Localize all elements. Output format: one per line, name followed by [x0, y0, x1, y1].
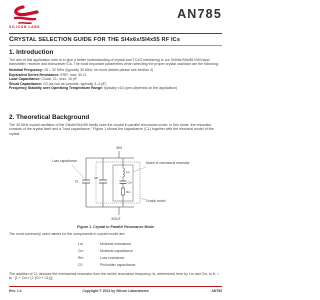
xin-label: XIN [116, 146, 122, 150]
footer-copyright: Copyright © 2013 by Silicon Laboratories [82, 289, 149, 293]
spec-item: Frequency Stability over Operating Temperature Range: typically ±10 ppm (depends on the application) [9, 86, 178, 91]
rm-label: Rm [126, 190, 131, 194]
spec-item: Equivalent Series Resistance: ESR: max. 60 Ω [9, 72, 86, 77]
document-number: AN785 [177, 7, 222, 21]
section1-paragraph: The aim of this application note is to give a better understanding of crystal and TCXO interfacing to our Si4x6x/Si4x55 ISM band transmitter, receiver and transceiver ICs. The most important parameters when selecting the proper crystal oscillator are the following: [9, 58, 219, 67]
section1-body [9, 58, 222, 91]
section2-paragraph: The 30 MHz crystal oscillator of the Si4x6x/Si4x55 family uses the crystal in parallel resonance mode. In this mode, the resonator consists of the crystal itself and a "load capacitance." Figure 1 shows the capacitance (CL) together with the electrical model of the crystal. [9, 123, 214, 136]
c0-label: C0 [94, 176, 98, 180]
lm-label: Lm [126, 170, 131, 174]
title-rest: RYSTAL SELECTION GUIDE FOR THE SI4x6x/SI4x55 RF ICs [14, 37, 181, 43]
mechanical-resonator-label: Model of mechanical resonator [146, 161, 190, 165]
title-initial: C [9, 36, 15, 43]
title-rule [9, 45, 222, 46]
crystal-model-label: Crystal model [146, 199, 166, 203]
spec-item: Nominal Frequency: 25 – 32 MHz (typically 30 MHz; for more details please see section 4) [9, 68, 154, 73]
glossary-intro: The most commonly used names for the components in crystal model are: [9, 232, 126, 236]
brand-text: SILICON LABS [9, 25, 41, 29]
footer-rule [9, 286, 222, 287]
header-rule [9, 33, 222, 34]
cm-label: Cm [127, 180, 133, 185]
cl-label: CL [74, 179, 79, 184]
spec-item: Shunt Capacitance: C0 (as low as possible, typically 3–4 pF) [9, 81, 107, 86]
document-title [9, 36, 180, 43]
xout-label: XOUT [111, 217, 121, 221]
footer-doc-number: AN785 [211, 289, 222, 293]
spec-list [9, 68, 222, 90]
section2-heading: 2. Theoretical Background [9, 114, 90, 121]
spec-item: Load Capacitance: Cload, CL: max. 10 pF [9, 77, 78, 82]
footer-revision: Rev. 1.2 [9, 289, 22, 293]
section1-heading: 1. Introduction [9, 49, 54, 56]
figure-caption: Figure 1. Crystal in Parallel Resonance Mode [77, 225, 154, 229]
glossary-outro: The addition of CL detunes the mechanical resonator from the series resonance frequency, fs, determined here by Lm and Cm, to fL = fs · [1 + Cm / (2·(C0 + CL))]. [9, 272, 219, 281]
load-capacitance-label: Load capacitance [52, 159, 77, 163]
